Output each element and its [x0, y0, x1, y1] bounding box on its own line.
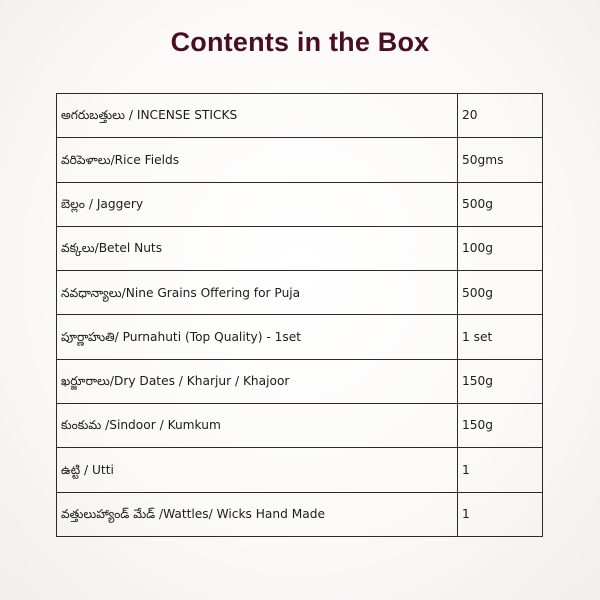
table-row — [57, 448, 543, 492]
item-name: వత్తులుహ్యాండ్ మేడ్ /Wattles/ Wicks Hand Made — [57, 492, 458, 536]
item-quantity: 20 — [458, 94, 543, 138]
table-row — [57, 226, 543, 270]
item-quantity: 100g — [458, 226, 543, 270]
item-name: కుంకుమ /Sindoor / Kumkum — [57, 404, 458, 448]
contents-table — [56, 93, 543, 537]
item-name: నవధాన్యాలు/Nine Grains Offering for Puja — [57, 271, 458, 315]
item-name: వక్కలు/Betel Nuts — [57, 226, 458, 270]
table-row — [57, 182, 543, 226]
item-quantity: 150g — [458, 359, 543, 403]
item-name: ఉట్టి / Utti — [57, 448, 458, 492]
item-name: ఖర్జూరాలు/Dry Dates / Kharjur / Khajoor — [57, 359, 458, 403]
page-title: Contents in the Box — [170, 27, 430, 57]
item-quantity: 50gms — [458, 138, 543, 182]
table-row — [57, 404, 543, 448]
table-row — [57, 271, 543, 315]
table-row — [57, 315, 543, 359]
item-quantity: 1 — [458, 492, 543, 536]
item-name: పూర్ణాహుతి/ Purnahuti (Top Quality) - 1set — [57, 315, 458, 359]
item-quantity: 1 — [458, 448, 543, 492]
item-quantity: 150g — [458, 404, 543, 448]
item-name: అగరుబత్తులు / INCENSE STICKS — [57, 94, 458, 138]
table-row — [57, 94, 543, 138]
table-row — [57, 492, 543, 536]
item-quantity: 500g — [458, 271, 543, 315]
table-row — [57, 359, 543, 403]
table-row — [57, 138, 543, 182]
item-quantity: 1 set — [458, 315, 543, 359]
item-name: వరిపెళాలు/Rice Fields — [57, 138, 458, 182]
item-name: బెల్లం / Jaggery — [57, 182, 458, 226]
item-quantity: 500g — [458, 182, 543, 226]
